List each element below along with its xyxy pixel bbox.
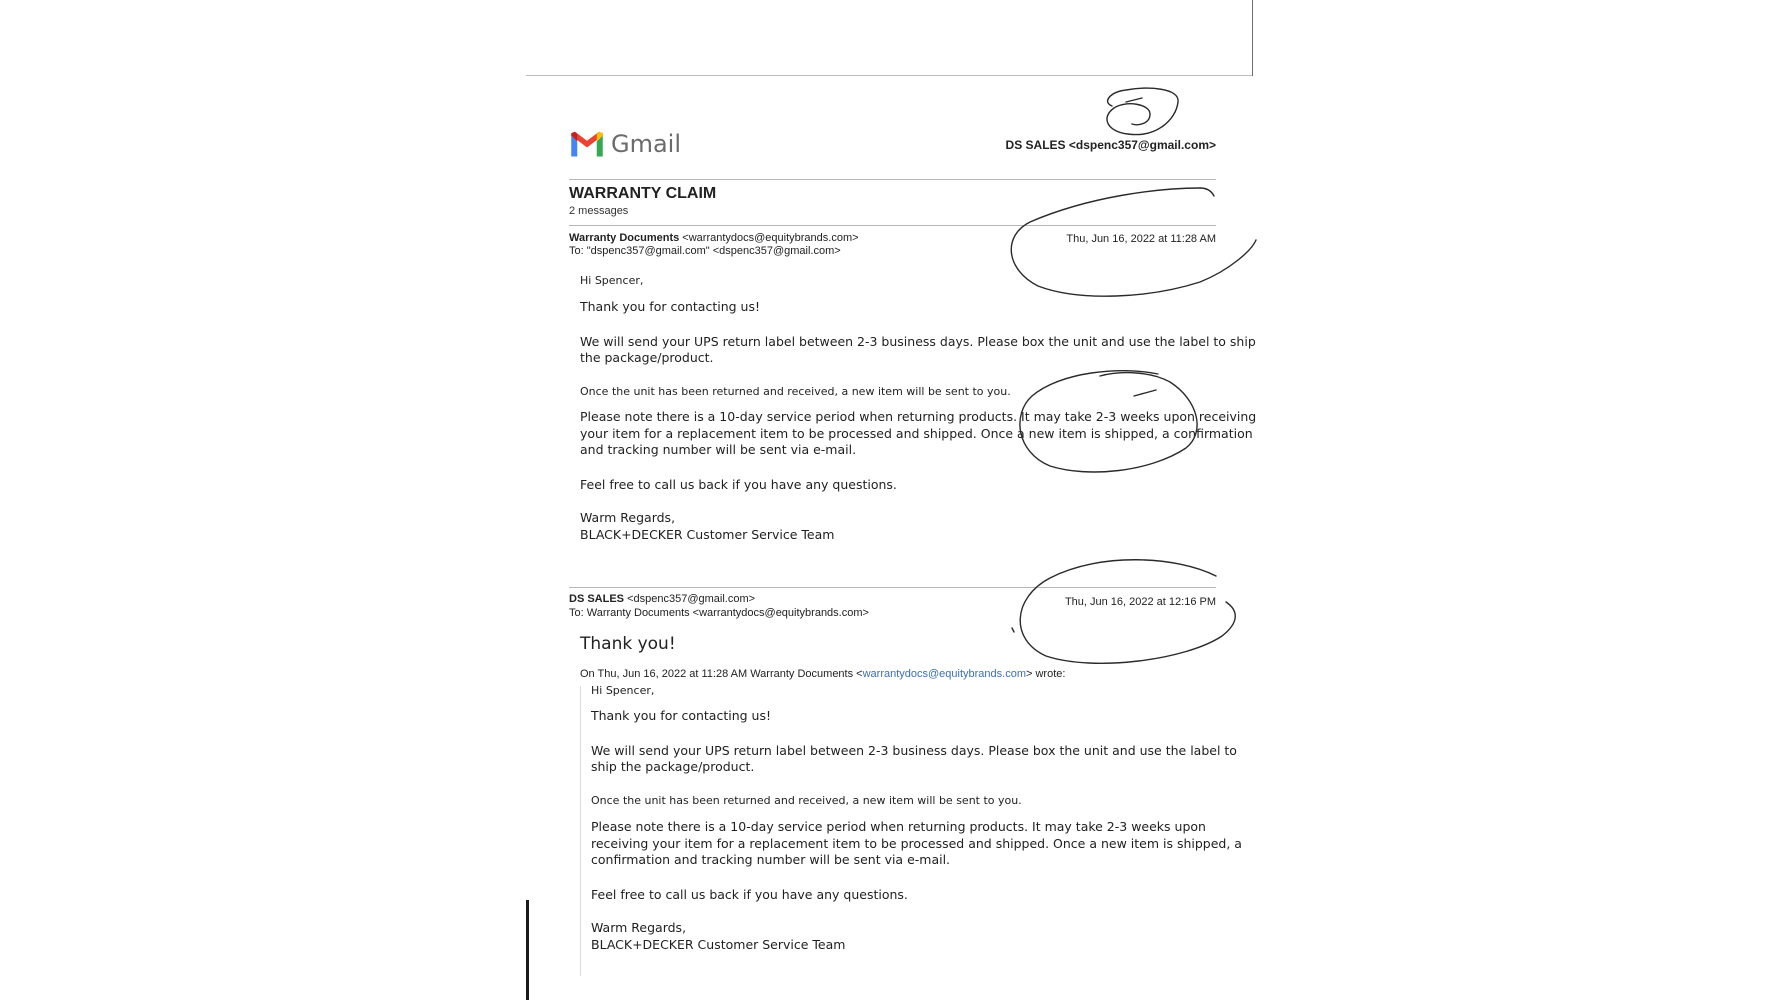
scan-edge-top <box>526 75 1252 76</box>
body-line: We will send your UPS return label between 2-3 business days. Please box the unit and use the label to ship <box>580 334 1256 349</box>
account-address: DS SALES <dspenc357@gmail.com> <box>1005 138 1216 152</box>
message-1-to: To: "dspenc357@gmail.com" <dspenc357@gmail.com> <box>569 245 841 257</box>
quoted-line: Hi Spencer, <box>591 684 655 697</box>
message-divider-1 <box>569 225 1216 226</box>
message-2-to: To: Warranty Documents <warrantydocs@equitybrands.com> <box>569 607 869 619</box>
attribution-email-link[interactable]: warrantydocs@equitybrands.com <box>862 668 1026 680</box>
gmail-wordmark: Gmail <box>611 130 682 158</box>
message-count: 2 messages <box>569 205 629 217</box>
body-line: Warm Regards, <box>580 510 676 525</box>
scan-edge-left <box>526 900 529 1000</box>
attribution-suffix: > wrote: <box>1026 668 1066 680</box>
quoted-line: We will send your UPS return label between 2-3 business days. Please box the unit and use the label to <box>591 743 1237 758</box>
quoted-line: Feel free to call us back if you have any questions. <box>591 887 908 902</box>
quoted-line: Warm Regards, <box>591 920 687 935</box>
attribution-prefix: On Thu, Jun 16, 2022 at 11:28 AM Warranty Documents < <box>580 668 863 680</box>
quote-attribution <box>580 668 1065 680</box>
quoted-line: Once the unit has been returned and received, a new item will be sent to you. <box>591 794 1022 807</box>
body-line: Feel free to call us back if you have any questions. <box>580 477 897 492</box>
thread-subject: WARRANTY CLAIM <box>569 185 717 202</box>
sender-name: Warranty Documents <box>569 232 680 244</box>
body-line: your item for a replacement item to be processed and shipped. Once a new item is shipped, a confirmation <box>580 426 1253 441</box>
message-1-date: Thu, Jun 16, 2022 at 11:28 AM <box>1066 233 1216 245</box>
message-2-from <box>569 593 755 605</box>
body-line: and tracking number will be sent via e-mail. <box>580 442 857 457</box>
message-divider-2 <box>569 587 1216 588</box>
quoted-line: Thank you for contacting us! <box>591 708 771 723</box>
body-line: Thank you for contacting us! <box>580 299 760 314</box>
gmail-logo-icon <box>569 131 605 158</box>
sender-email: <warrantydocs@equitybrands.com> <box>682 232 859 244</box>
header-divider <box>569 179 1216 180</box>
quoted-line: BLACK+DECKER Customer Service Team <box>591 937 846 952</box>
quoted-line: receiving your item for a replacement item to be processed and shipped. Once a new item is shipped, a <box>591 836 1242 851</box>
body-line: Hi Spencer, <box>580 274 644 287</box>
message-2-date: Thu, Jun 16, 2022 at 12:16 PM <box>1064 596 1216 608</box>
sender-name: DS SALES <box>569 593 625 605</box>
gmail-logo <box>569 130 681 158</box>
body-line: Please note there is a 10-day service period when returning products. It may take 2-3 weeks upon receiving <box>580 409 1257 424</box>
body-line: the package/product. <box>580 350 714 365</box>
sender-email: <dspenc357@gmail.com> <box>627 593 756 605</box>
message-1-from <box>569 232 859 244</box>
quoted-line: Please note there is a 10-day service period when returning products. It may take 2-3 weeks upon <box>591 819 1206 834</box>
body-line: Once the unit has been returned and received, a new item will be sent to you. <box>580 385 1011 398</box>
quoted-line: ship the package/product. <box>591 759 755 774</box>
body-line: BLACK+DECKER Customer Service Team <box>580 527 835 542</box>
quoted-line: confirmation and tracking number will be sent via e-mail. <box>591 852 951 867</box>
quote-bar <box>580 686 581 976</box>
reply-text: Thank you! <box>580 634 676 654</box>
scan-edge-right <box>1252 0 1253 76</box>
